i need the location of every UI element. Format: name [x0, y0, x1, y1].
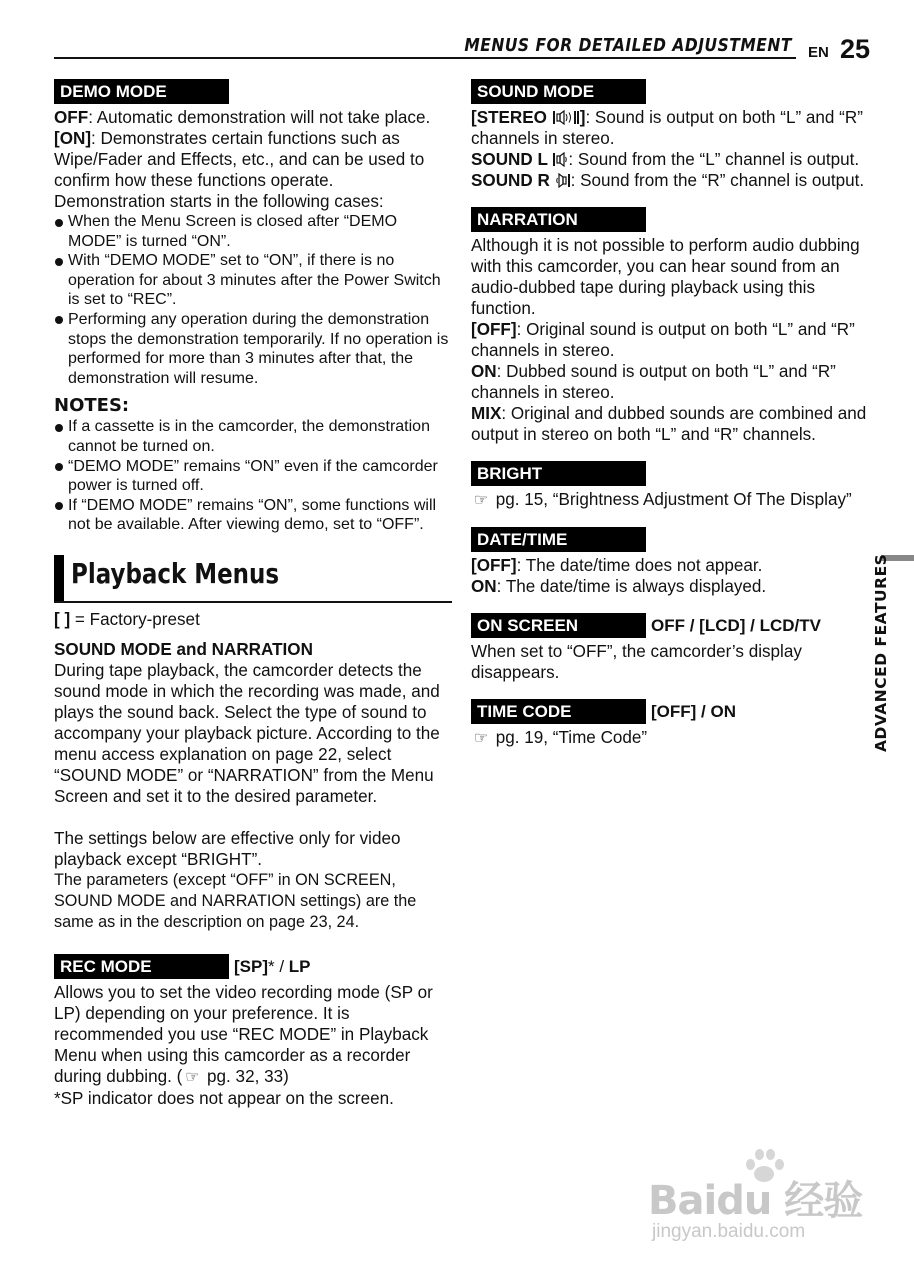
narration-off-key: [OFF] [471, 320, 517, 339]
demo-cases-list [54, 212, 452, 388]
rec-mode-opt-sep: * / [268, 956, 289, 976]
narration-mix-text: : Original and dubbed sounds are combined and output in stereo on both “L” and “R” channels. [471, 404, 867, 444]
playback-effective-para: The settings below are effective only for video playback except “BRIGHT”. [54, 828, 401, 869]
language-code: EN [808, 44, 829, 61]
time-code-text: pg. 19, “Time Code” [491, 728, 648, 747]
rec-mode-options [234, 954, 311, 979]
narration-section [471, 207, 871, 445]
time-code-section [471, 699, 871, 749]
watermark-url: jingyan.baidu.com [652, 1221, 806, 1242]
stereo-icon [552, 110, 580, 125]
header-rule [54, 57, 796, 59]
list-item: If “DEMO MODE” remains “ON”, some functions will not be available. After viewing demo, set to “OFF”. [54, 496, 452, 535]
time-code-label: TIME CODE [471, 699, 646, 724]
time-code-options: [OFF] / ON [651, 702, 736, 721]
demo-cases-intro: Demonstration starts in the following cases: [54, 192, 384, 211]
rec-mode-footnote: *SP indicator does not appear on the screen. [54, 1088, 394, 1108]
sound-right-icon [555, 173, 571, 188]
sound-l-desc [471, 149, 871, 170]
notes-list [54, 417, 452, 535]
sound-left-icon [552, 152, 568, 167]
list-item: If a cassette is in the camcorder, the demonstration cannot be turned on. [54, 417, 452, 456]
sound-r-desc [471, 170, 871, 191]
date-time-off-desc [471, 555, 871, 576]
on-screen-label-row [471, 613, 871, 638]
demo-on-key: [ON] [54, 129, 92, 148]
narration-on-desc [471, 361, 871, 403]
demo-off-key: OFF [54, 108, 89, 127]
watermark-logo: Baidu 经验 [648, 1178, 863, 1224]
narration-on-key: ON [471, 362, 497, 381]
date-time-off-text: : The date/time does not appear. [516, 556, 763, 575]
list-item: “DEMO MODE” remains “ON” even if the camcorder power is turned off. [54, 457, 452, 496]
time-code-desc [471, 727, 871, 749]
list-item: With “DEMO MODE” set to “ON”, if there is no operation for about 3 minutes after the Power Switch is set to “REC”. [54, 251, 452, 310]
demo-on-desc [54, 128, 452, 191]
sound-narration-subhead: SOUND MODE and NARRATION [54, 639, 313, 659]
heading-bar [54, 555, 64, 601]
narration-on-text: : Dubbed sound is output on both “L” and “R” channels in stereo. [471, 362, 836, 402]
bright-text: pg. 15, “Brightness Adjustment Of The Display” [491, 490, 852, 509]
rec-mode-label: REC MODE [54, 954, 229, 979]
date-time-on-text: : The date/time is always displayed. [496, 577, 767, 596]
rec-mode-opt-sp: [SP] [234, 956, 268, 976]
left-column [54, 79, 452, 1109]
stereo-key [471, 108, 585, 127]
sound-l-text: : Sound from the “L” channel is output. [568, 150, 860, 169]
stereo-text: : Sound is output on both “L” and “R” channels in stereo. [471, 108, 863, 148]
playback-intro-para: During tape playback, the camcorder detects the sound mode in which the recording was made, and plays the sound back. Select the type of sound to accompany your playback picture. According to the menu access explanation on page 22, select “SOUND MODE” or “NARRATION” from the Menu Screen and set it to the desired parameter. [54, 660, 440, 806]
narration-off-text: : Original sound is output on both “L” and “R” channels in stereo. [471, 320, 855, 360]
date-time-label: DATE/TIME [471, 527, 646, 552]
bright-section [471, 461, 871, 511]
side-tab-label: ADVANCED FEATURES [872, 553, 890, 752]
demo-off-text: : Automatic demonstration will not take place. [88, 108, 431, 127]
watermark [646, 1145, 863, 1255]
date-time-section [471, 527, 871, 597]
list-item: When the Menu Screen is closed after “DEMO MODE” is turned “ON”. [54, 212, 452, 251]
sound-mode-section [471, 79, 871, 191]
pointing-hand-icon: ☞ [473, 492, 489, 509]
bright-desc [471, 489, 871, 511]
narration-mix-desc [471, 403, 871, 445]
sound-r-text: : Sound from the “R” channel is output. [570, 171, 865, 190]
sound-r-key: SOUND R [471, 171, 555, 190]
pointing-hand-icon: ☞ [185, 1068, 200, 1086]
page-header [54, 34, 904, 74]
rec-mode-text: Allows you to set the video recording mode (SP or LP) depending on your preference. It is recommended you use “REC MODE” in Playback Menu when using this camcorder as a recorder during dubbing. ( [54, 982, 433, 1086]
narration-off-desc [471, 319, 871, 361]
page-title: Playback Menus [71, 556, 280, 590]
stereo-key-text: [STEREO [471, 108, 552, 127]
stereo-desc [471, 107, 871, 149]
page-number: 25 [840, 34, 871, 64]
rec-mode-opt-lp: LP [288, 956, 311, 976]
rec-mode-desc [54, 982, 452, 1088]
rec-mode-xref-text: pg. 32, 33) [202, 1066, 289, 1086]
playback-params-para: The parameters (except “OFF” in ON SCREEN, SOUND MODE and NARRATION settings) are the same as in the description on page 23, 24. [54, 870, 417, 931]
demo-mode-section [54, 79, 452, 388]
date-time-on-key: ON [471, 577, 497, 596]
factory-preset-note [54, 609, 452, 630]
on-screen-section [471, 613, 871, 683]
rec-mode-label-row [54, 954, 452, 979]
right-column [471, 79, 871, 749]
list-item: Performing any operation during the demonstration stops the demonstration temporarily. If no operation is performed for more than 3 minutes after that, the demonstration will resume. [54, 310, 452, 388]
on-screen-desc: When set to “OFF”, the camcorder’s display disappears. [471, 642, 802, 682]
paragraph-gap [54, 807, 452, 828]
demo-on-text: : Demonstrates certain functions such as Wipe/Fader and Effects, etc., and can be used to confirm how these functions operate. [54, 129, 425, 190]
header-title: MENUS FOR DETAILED ADJUSTMENT [464, 35, 792, 56]
rec-mode-section [54, 954, 452, 1109]
narration-intro: Although it is not possible to perform audio dubbing with this camcorder, you can hear sound from an audio-dubbed tape during playback using this function. [471, 236, 860, 318]
pointing-hand-icon: ☞ [473, 730, 489, 747]
date-time-on-desc [471, 576, 871, 597]
playback-menus-heading [54, 551, 452, 603]
notes-heading: NOTES: [54, 395, 130, 417]
sound-l-key: SOUND L [471, 150, 553, 169]
bright-label: BRIGHT [471, 461, 646, 486]
on-screen-options: OFF / [LCD] / LCD/TV [651, 616, 821, 635]
narration-label: NARRATION [471, 207, 646, 232]
demo-mode-label: DEMO MODE [54, 79, 229, 104]
stereo-key-end: ] [579, 108, 586, 127]
on-screen-label: ON SCREEN [471, 613, 646, 638]
date-time-off-key: [OFF] [471, 556, 517, 575]
sound-mode-label: SOUND MODE [471, 79, 646, 104]
factory-brackets: [ ] [54, 609, 71, 629]
factory-text: = Factory-preset [70, 609, 200, 629]
narration-mix-key: MIX [471, 404, 502, 423]
demo-off-desc [54, 107, 452, 128]
time-code-label-row [471, 699, 871, 724]
